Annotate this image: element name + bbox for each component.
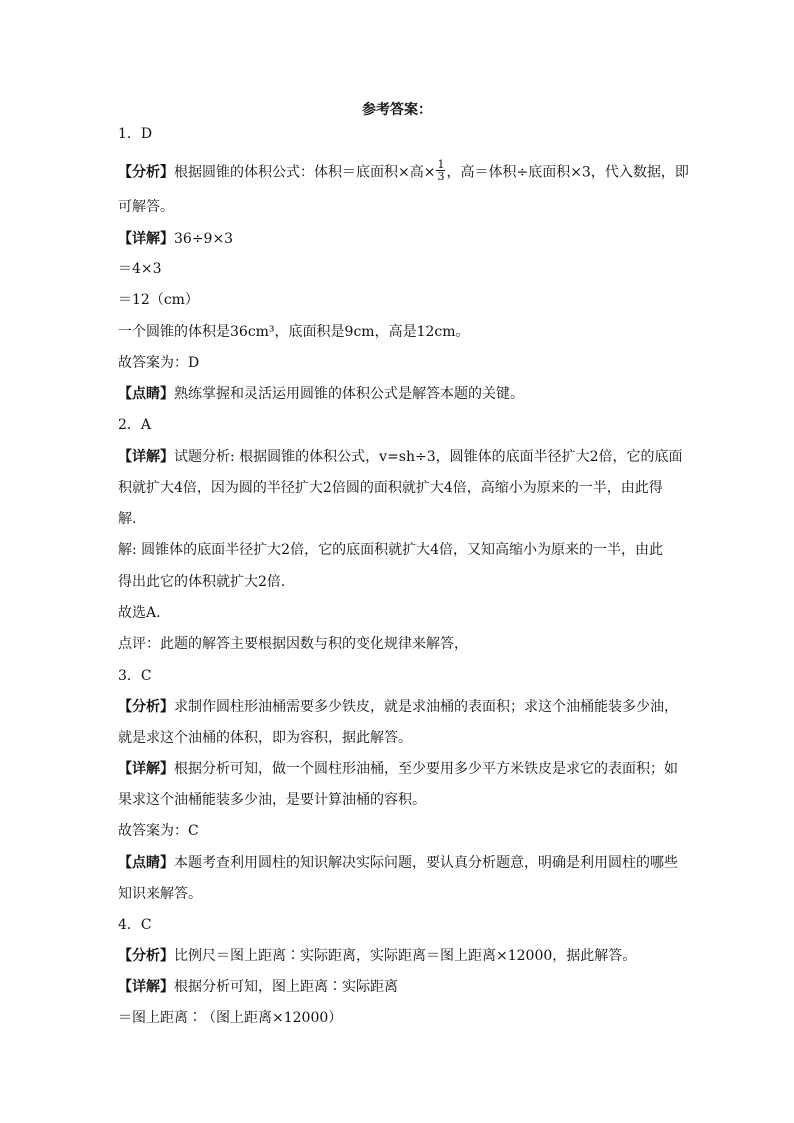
q1-analysis-text-a: 根据圆锥的体积公式：体积＝底面积×高× <box>174 164 436 181</box>
q2-solve-line-2: 得出此它的体积就扩大2倍. <box>118 574 286 590</box>
detail-tag: 【详解】 <box>118 761 174 777</box>
q4-analysis-text-1: 比例尺＝图上距离∶实际距离，实际距离＝图上距离×12000，据此解答。 <box>174 948 637 964</box>
detail-tag: 【详解】 <box>118 449 174 465</box>
q1-heading: 1．D <box>118 126 153 142</box>
q3-answer: 故答案为：C <box>118 823 199 839</box>
comment-tag: 【点睛】 <box>118 855 174 871</box>
q2-detail-text-1: 试题分析: 根据圆锥的体积公式，v=sh÷3，圆锥体的底面半径扩大2倍，它的底面 <box>174 449 683 465</box>
q4-detail-line-2: ＝图上距离∶（图上距离×12000） <box>118 1010 343 1026</box>
q2-comment: 点评：此题的解答主要根据因数与积的变化规律来解答， <box>118 636 468 652</box>
fraction-numerator: 1 <box>437 158 445 171</box>
q1-analysis-line-2: 可解答。 <box>118 199 174 215</box>
detail-tag: 【详解】 <box>118 231 174 247</box>
q3-analysis-text-1: 求制作圆柱形油桶需要多少铁皮，就是求油桶的表面积；求这个油桶能装多少油， <box>174 699 678 715</box>
q3-comment-line-2: 知识来解答。 <box>118 886 202 902</box>
q3-detail-line-2: 果求这个油桶能装多少油，是要计算油桶的容积。 <box>118 792 426 808</box>
q1-analysis-text-b: ，高＝体积÷底面积×3，代入数据，即 <box>446 164 689 181</box>
q4-heading: 4．C <box>118 917 152 933</box>
q3-detail-text-1: 根据分析可知，做一个圆柱形油桶，至少要用多少平方米铁皮是求它的表面积；如 <box>174 761 678 777</box>
q1-detail-line-4: 一个圆锥的体积是36cm³，底面积是9cm，高是12cm。 <box>118 324 470 340</box>
q3-comment-text-1: 本题考查利用圆柱的知识解决实际问题，要认真分析题意，明确是利用圆柱的哪些 <box>174 855 678 871</box>
q2-detail-line-2: 积就扩大4倍，因为圆的半径扩大2倍圆的面积就扩大4倍，高缩小为原来的一半，由此得 <box>118 480 663 496</box>
q4-analysis-line-1 <box>118 947 688 965</box>
q3-analysis-line-2: 就是求这个油桶的体积，即为容积，据此解答。 <box>118 730 412 746</box>
q2-detail-line-3: 解. <box>118 511 137 527</box>
q3-comment-line-1 <box>118 854 688 872</box>
q1-detail-line-2: ＝4×3 <box>118 261 162 277</box>
analysis-tag: 【分析】 <box>118 699 174 715</box>
analysis-tag: 【分析】 <box>118 948 174 964</box>
q2-detail-line-1 <box>118 448 688 466</box>
q4-detail-text-1: 根据分析可知，图上距离∶实际距离 <box>174 979 398 995</box>
q1-comment-text: 熟练掌握和灵活运用圆锥的体积公式是解答本题的关键。 <box>174 386 524 402</box>
q3-detail-line-1 <box>118 760 688 778</box>
fraction-denominator: 3 <box>437 170 445 183</box>
page-title: 参考答案： <box>362 102 432 118</box>
q1-answer: 故答案为：D <box>118 355 200 371</box>
detail-tag: 【详解】 <box>118 979 174 995</box>
q3-analysis-line-1 <box>118 698 688 716</box>
q1-analysis-line-1 <box>118 158 689 184</box>
comment-tag: 【点睛】 <box>118 386 174 402</box>
q2-solve-line-1: 解: 圆锥体的底面半径扩大2倍，它的底面积就扩大4倍，又知高缩小为原来的一半，由此 <box>118 542 663 558</box>
q1-detail-line-1 <box>118 230 688 248</box>
q2-heading: 2．A <box>118 417 152 433</box>
analysis-tag: 【分析】 <box>118 164 174 181</box>
q1-detail-text-1: 36÷9×3 <box>174 231 234 247</box>
q1-comment <box>118 385 688 403</box>
q1-detail-line-3: ＝12（cm） <box>118 292 199 308</box>
one-third-fraction <box>436 159 445 182</box>
q4-detail-line-1 <box>118 978 688 996</box>
q3-heading: 3．C <box>118 668 152 684</box>
q2-answer: 故选A. <box>118 605 161 621</box>
